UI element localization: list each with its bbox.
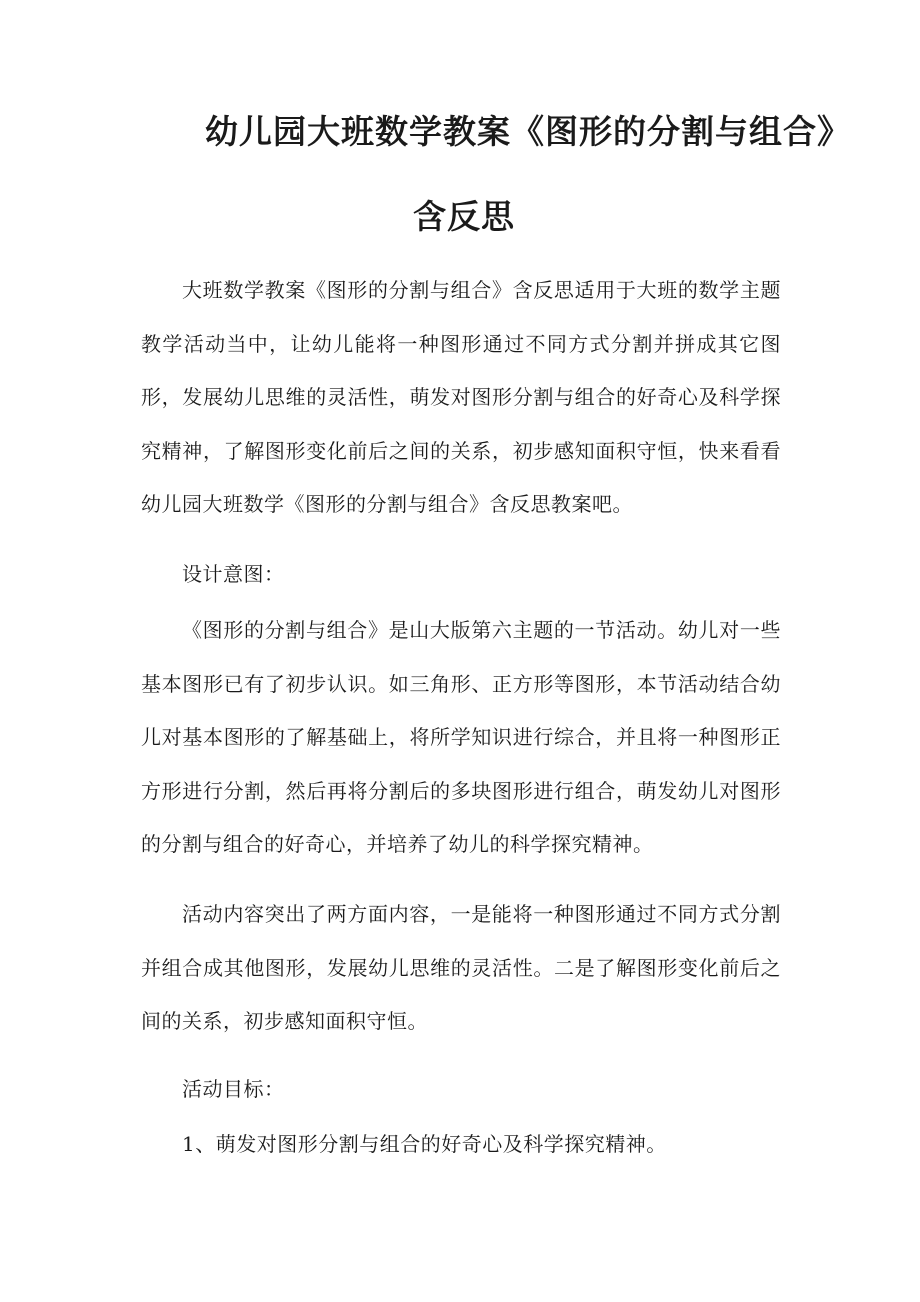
section-heading-activity-goals: 活动目标： — [182, 1077, 285, 1101]
intro-paragraph: 大班数学教案《图形的分割与组合》含反思适用于大班的数学主题教学活动当中，让幼儿能将一种图形通过不同方式分割并拼成其它图形，发展幼儿思维的灵活性，萌发对图形分割与组合的好奇心及科学探究精神，了解图形变化前后之间的关系，初步感知面积守恒，快来看看幼儿园大班数学《图形的分割与组合》含反思教案吧。 — [141, 278, 781, 516]
activity-goal-item-1: 1、萌发对图形分割与组合的好奇心及科学探究精神。 — [182, 1132, 667, 1156]
activity-content-paragraph: 活动内容突出了两方面内容，一是能将一种图形通过不同方式分割并组合成其他图形，发展幼儿思维的灵活性。二是了解图形变化前后之间的关系，初步感知面积守恒。 — [141, 902, 781, 1033]
document-title-line-1: 幼儿园大班数学教案《图形的分割与组合》 — [205, 112, 851, 151]
document-title-line-2: 含反思 — [413, 197, 515, 236]
section-heading-design-intent: 设计意图： — [182, 562, 285, 586]
design-intent-paragraph: 《图形的分割与组合》是山大版第六主题的一节活动。幼儿对一些基本图形已有了初步认识。如三角形、正方形等图形，本节活动结合幼儿对基本图形的了解基础上，将所学知识进行综合，并且将一种图形正方形进行分割，然后再将分割后的多块图形进行组合，萌发幼儿对图形的分割与组合的好奇心，并培养了幼儿的科学探究精神。 — [141, 618, 781, 856]
